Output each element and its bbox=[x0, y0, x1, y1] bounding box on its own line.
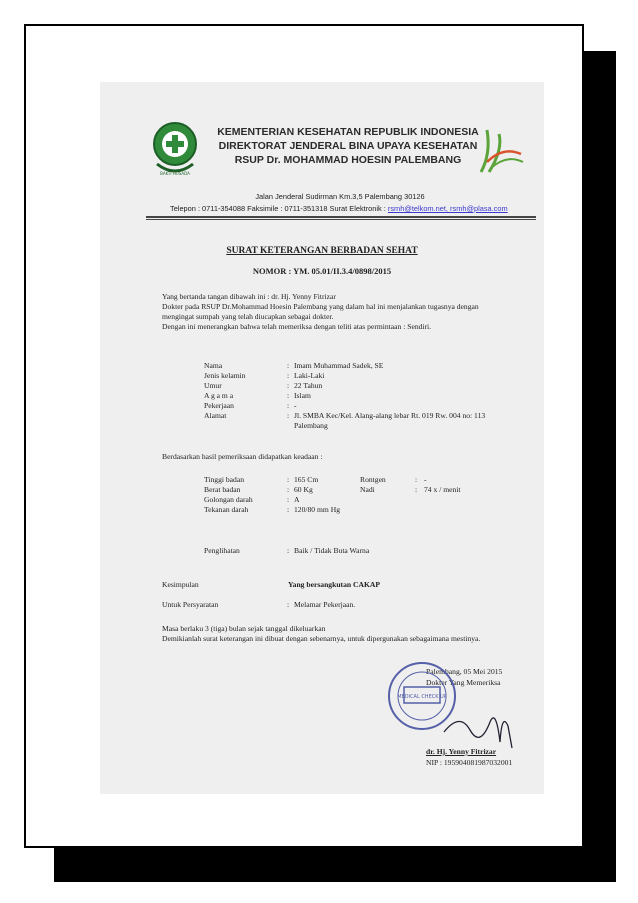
email-separator: , bbox=[445, 204, 451, 213]
place-date: Palembang, 05 Mei 2015 bbox=[426, 667, 503, 676]
blood-type-value: A bbox=[294, 495, 300, 504]
vision-label: Penglihatan bbox=[204, 546, 240, 555]
patient-name: Imam Muhammad Sadek, SE bbox=[294, 361, 384, 370]
colon: : bbox=[287, 391, 290, 400]
conclusion-value: Yang bersangkutan CAKAP bbox=[288, 580, 380, 589]
intro-line-2: Dokter pada RSUP Dr.Mohammad Hoesin Palembang yang dalam hal ini menjalankan tugasnya dengan bbox=[162, 302, 479, 311]
gender-label: Jenis kelamin bbox=[204, 371, 246, 380]
signer-role: Dokter Yang Memeriksa bbox=[426, 678, 501, 687]
patient-address-line-1: Jl. SMBA Kec/Kel. Alang-alang lebar Rt. 019 Rw. 004 no: 113 bbox=[294, 411, 486, 420]
validity-text: Masa berlaku 3 (tiga) bulan sejak tanggal dikeluarkan bbox=[162, 624, 326, 633]
colon: : bbox=[287, 361, 290, 370]
pulse-label: Nadi bbox=[360, 485, 375, 494]
xray-label: Rontgen bbox=[360, 475, 386, 484]
colon: : bbox=[287, 371, 290, 380]
document-title: SURAT KETERANGAN BERBADAN SEHAT bbox=[226, 246, 418, 256]
email-link-2[interactable]: rsmh@plasa.com bbox=[450, 204, 508, 213]
signer-name: dr. Hj. Yenny Fitrizar bbox=[426, 747, 497, 756]
blood-pressure-label: Tekanan darah bbox=[204, 505, 249, 514]
bakti-husada-logo-icon bbox=[151, 120, 199, 180]
patient-religion: Islam bbox=[294, 391, 311, 400]
colon: : bbox=[287, 505, 290, 514]
colon: : bbox=[287, 485, 290, 494]
intro-line-3: mengingat sumpah yang telah diucapkan sebagai dokter. bbox=[162, 312, 334, 321]
colon: : bbox=[287, 381, 290, 390]
weight-label: Berat badan bbox=[204, 485, 241, 494]
closing-text: Demikianlah surat keterangan ini dibuat dengan sebenarnya, untuk dipergunakan sebagaimana mestinya. bbox=[162, 634, 481, 643]
occupation-label: Pekerjaan bbox=[204, 401, 234, 410]
page-frame bbox=[24, 24, 584, 848]
document-number: NOMOR : YM. 05.01/II.3.4/0898/2015 bbox=[252, 266, 392, 276]
stamp-text: MEDICAL CHECK UP bbox=[397, 694, 447, 700]
handwritten-signature-icon bbox=[440, 702, 530, 752]
contact-line bbox=[170, 204, 550, 213]
name-label: Nama bbox=[204, 361, 223, 370]
religion-label: A g a m a bbox=[204, 391, 234, 400]
telephone-text: Telepon : 0711-354088 Faksimile : 0711-351318 Surat Elektronik : bbox=[170, 204, 388, 213]
age-label: Umur bbox=[204, 381, 222, 390]
patient-occupation: - bbox=[294, 401, 297, 410]
hospital-title: RSUP Dr. MOHAMMAD HOESIN PALEMBANG bbox=[234, 154, 462, 166]
directorate-title: DIREKTORAT JENDERAL BINA UPAYA KESEHATAN bbox=[218, 140, 478, 152]
exam-intro: Berdasarkan hasil pemeriksaan didapatkan keadaan : bbox=[162, 452, 323, 461]
purpose-value: Melamar Pekerjaan. bbox=[294, 600, 356, 609]
xray-value: - bbox=[424, 475, 427, 484]
patient-address-line-2: Palembang bbox=[294, 421, 328, 430]
intro-line-4: Dengan ini menerangkan bahwa telah memeriksa dengan teliti atas permintaan : Sendiri. bbox=[162, 322, 432, 331]
email-link-1[interactable]: rsmh@telkom.net bbox=[387, 204, 446, 213]
logo-text: BAKTI HUSADA bbox=[160, 171, 190, 176]
colon: : bbox=[287, 475, 290, 484]
blood-type-label: Golongan darah bbox=[204, 495, 253, 504]
document-paper bbox=[100, 82, 544, 794]
height-value: 165 Cm bbox=[294, 475, 319, 484]
patient-gender: Laki-Laki bbox=[294, 371, 325, 380]
colon: : bbox=[287, 495, 290, 504]
vision-value: Baik / Tidak Buta Warna bbox=[294, 546, 370, 555]
colon: : bbox=[287, 546, 290, 555]
conclusion-label: Kesimpulan bbox=[162, 580, 199, 589]
signer-nip: NIP : 195904081987032001 bbox=[426, 758, 513, 767]
colon: : bbox=[287, 600, 290, 609]
hospital-logo-icon bbox=[473, 124, 525, 176]
purpose-label: Untuk Persyaratan bbox=[162, 600, 219, 609]
weight-value: 60 Kg bbox=[294, 485, 313, 494]
colon: : bbox=[415, 475, 418, 484]
patient-age: 22 Tahun bbox=[294, 381, 323, 390]
blood-pressure-value: 120/80 mm Hg bbox=[294, 505, 340, 514]
intro-line-1: Yang bertanda tangan dibawah ini : dr. Hj. Yenny Fitrizar bbox=[162, 292, 336, 301]
pulse-value: 74 x / menit bbox=[424, 485, 461, 494]
address-label: Alamat bbox=[204, 411, 227, 420]
colon: : bbox=[415, 485, 418, 494]
height-label: Tinggi badan bbox=[204, 475, 245, 484]
header-divider bbox=[146, 216, 536, 218]
colon: : bbox=[287, 401, 290, 410]
colon: : bbox=[287, 411, 290, 420]
hospital-address: Jalan Jenderal Sudirman Km.3,5 Palembang 30126 bbox=[255, 192, 425, 201]
header-divider-thin bbox=[146, 219, 536, 220]
ministry-title: KEMENTERIAN KESEHATAN REPUBLIK INDONESIA bbox=[217, 126, 479, 138]
